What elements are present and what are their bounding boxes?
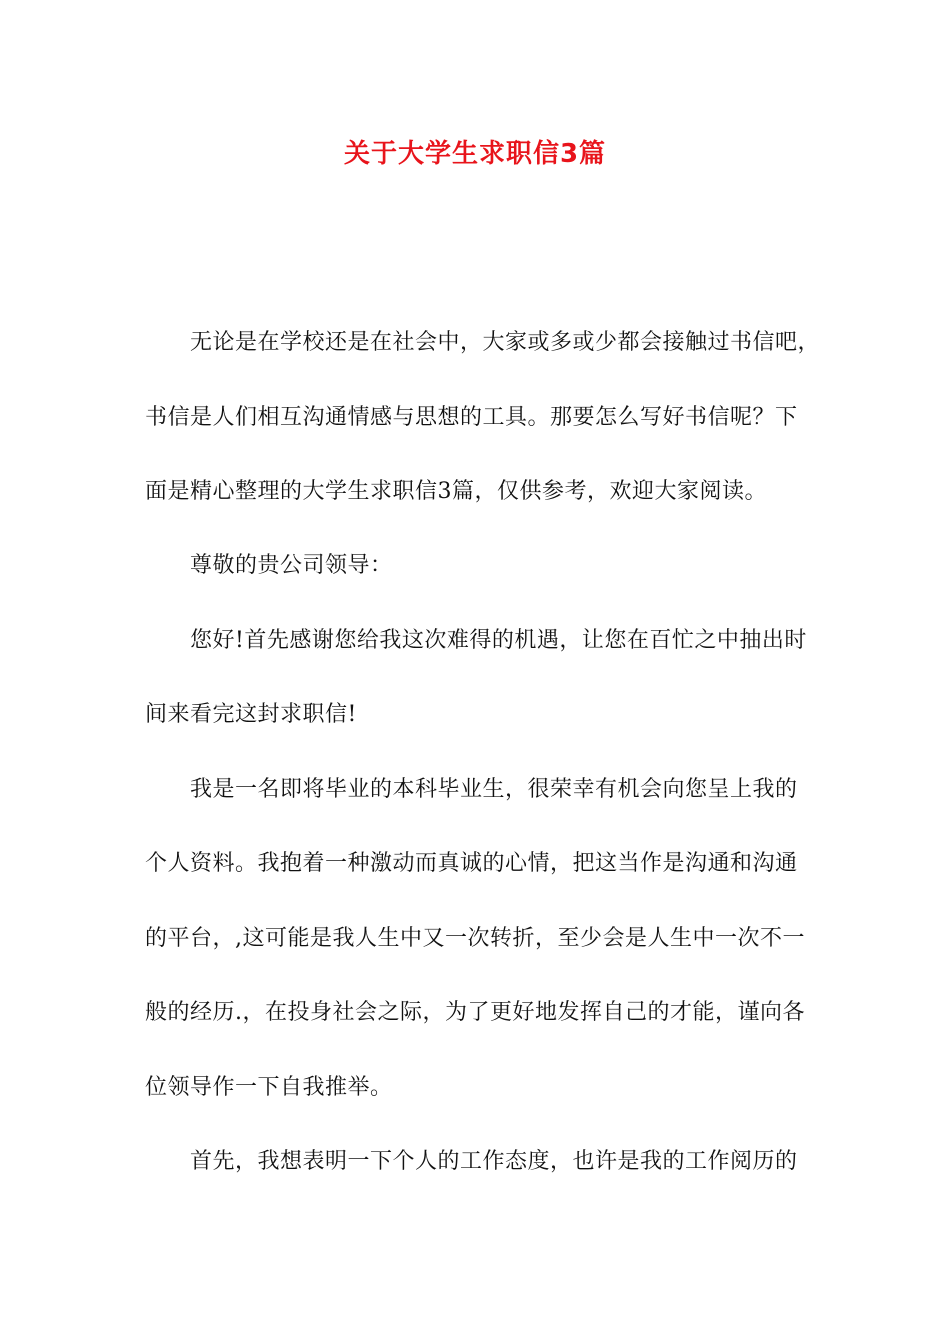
paragraph-intro-line-2: 书信是人们相互沟通情感与思想的工具。那要怎么写好书信呢？下	[145, 405, 798, 430]
salutation-line: 尊敬的贵公司领导：	[190, 553, 393, 578]
paragraph-greeting-line-1: 您好!首先感谢您给我这次难得的机遇，让您在百忙之中抽出时	[190, 628, 807, 653]
paragraph-intro-line-1: 无论是在学校还是在社会中，大家或多或少都会接触过书信吧，	[190, 330, 821, 355]
paragraph-intro-self-line-1: 我是一名即将毕业的本科毕业生，很荣幸有机会向您呈上我的	[190, 777, 798, 802]
paragraph-intro-self-line-2: 个人资料。我抱着一种激动而真诚的心情，把这当作是沟通和沟通	[145, 851, 798, 876]
paragraph-intro-self-line-3: 的平台，,这可能是我人生中又一次转折，至少会是人生中一次不一	[145, 926, 805, 951]
paragraph-intro-line-3: 面是精心整理的大学生求职信3篇，仅供参考，欢迎大家阅读。	[145, 479, 767, 504]
paragraph-intro-self-line-4: 般的经历.，在投身社会之际，为了更好地发挥自己的才能，谨向各	[145, 1000, 805, 1025]
paragraph-greeting-line-2: 间来看完这封求职信!	[145, 702, 357, 727]
document-title: 关于大学生求职信3篇	[343, 139, 607, 169]
paragraph-intro-self-line-5: 位领导作一下自我推举。	[145, 1075, 393, 1100]
paragraph-attitude-line-1: 首先，我想表明一下个人的工作态度，也许是我的工作阅历的	[190, 1149, 798, 1174]
